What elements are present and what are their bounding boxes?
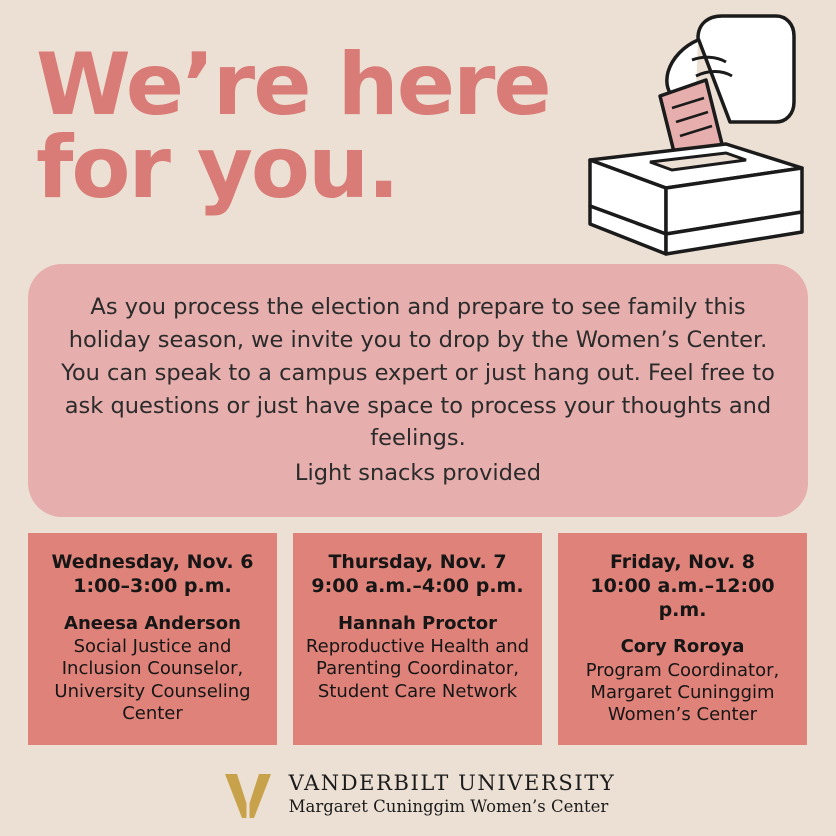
session-time: 10:00 a.m.–12:00 p.m. xyxy=(590,574,775,621)
session-host-name: Cory Roroya xyxy=(620,636,745,658)
session-time: 9:00 a.m.–4:00 p.m. xyxy=(311,574,524,597)
session-host-role: Social Justice and Inclusion Counselor, University Counseling Center xyxy=(54,636,251,724)
headline-line-1: We’re here xyxy=(36,35,550,135)
session-date xyxy=(568,551,797,622)
session-time: 1:00–3:00 p.m. xyxy=(73,574,232,597)
session-host-name: Aneesa Anderson xyxy=(64,612,241,634)
vanderbilt-v-icon xyxy=(221,768,275,822)
footer-subtitle: Margaret Cuninggim Women’s Center xyxy=(288,797,609,817)
session-day: Friday, Nov. 8 xyxy=(609,551,756,573)
session-card xyxy=(293,533,542,745)
message-card xyxy=(28,264,808,517)
page-title xyxy=(36,35,636,219)
footer-title: VANDERBILT UNIVERSITY xyxy=(288,771,616,796)
session-day: Thursday, Nov. 7 xyxy=(328,551,507,573)
session-day: Wednesday, Nov. 6 xyxy=(51,551,254,573)
session-host-name: Hannah Proctor xyxy=(337,612,498,634)
session-list xyxy=(28,533,808,745)
snacks-note: Light snacks provided xyxy=(294,460,542,487)
session-date xyxy=(303,551,532,599)
headline-line-2: for you. xyxy=(36,118,398,219)
footer-text xyxy=(289,772,616,818)
session-date xyxy=(38,551,267,599)
session-card xyxy=(558,533,807,745)
session-host-role: Program Coordinator, Margaret Cuninggim Women’s Center xyxy=(585,659,780,726)
message-paragraph: As you process the election and prepare to see family this holiday season, we invite you to drop by the Women’s Center. You can speak to a campus expert or just hang out. Feel free to ask questions or just have space to process your thoughts and feelings. xyxy=(61,293,775,452)
footer-branding xyxy=(0,768,836,822)
hand-dropping-ballot-into-box-icon xyxy=(580,10,810,265)
session-card xyxy=(28,533,277,745)
session-host-role: Reproductive Health and Parenting Coordinator, Student Care Network xyxy=(305,636,530,702)
